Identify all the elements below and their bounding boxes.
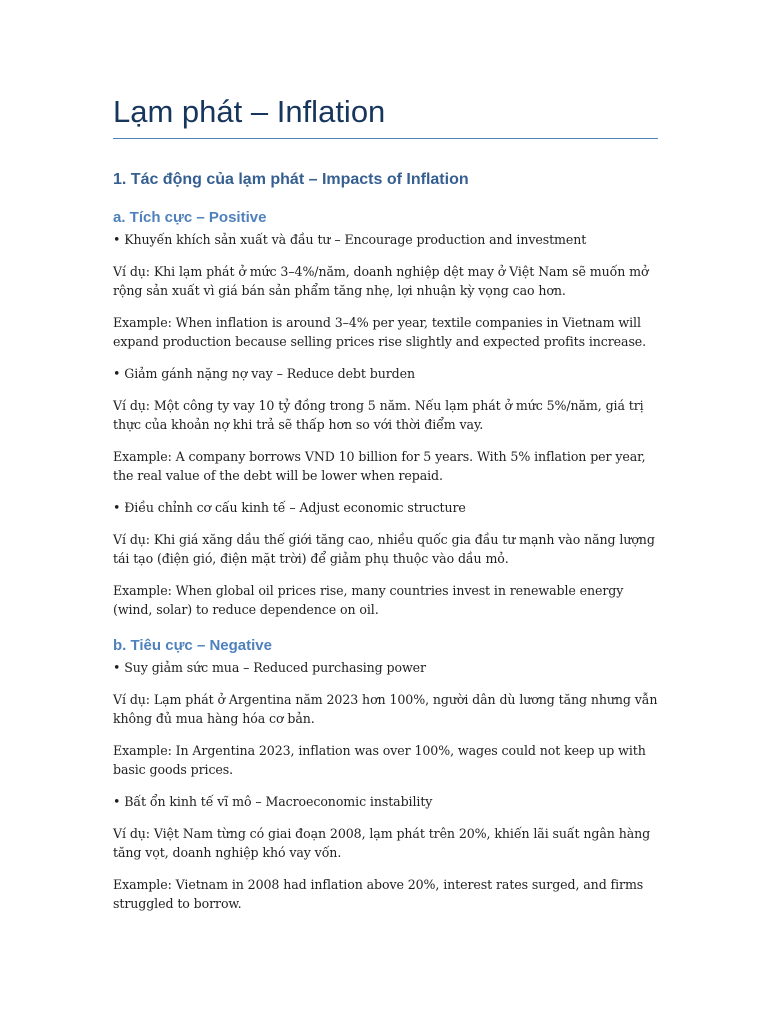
bullet-reduced-purchasing-power: • Suy giảm sức mua – Reduced purchasing power [113,660,426,675]
subheading-negative: b. Tiêu cực – Negative [113,637,272,654]
example-en: Example: When inflation is around 3–4% per year, textile companies in Vietnam will expand production because selling prices rise slightly and expected profits increase. [113,315,647,349]
document-content [113,94,658,913]
document-title: Lạm phát – Inflation [113,94,658,139]
bullet-macro-instability: • Bất ổn kinh tế vĩ mô – Macroeconomic instability [113,794,433,809]
example-en: Example: A company borrows VND 10 billion for 5 years. With 5% inflation per year, the real value of the debt will be lower when repaid. [113,449,646,483]
example-en: Example: Vietnam in 2008 had inflation above 20%, interest rates surged, and firms struggled to borrow. [113,877,644,911]
example-vi: Ví dụ: Khi giá xăng dầu thế giới tăng cao, nhiều quốc gia đầu tư mạnh vào năng lượng tái tạo (điện gió, điện mặt trời) để giảm phụ thuộc vào dầu mỏ. [113,532,655,566]
bullet-adjust-structure: • Điều chỉnh cơ cấu kinh tế – Adjust economic structure [113,500,466,515]
example-vi: Ví dụ: Một công ty vay 10 tỷ đồng trong 5 năm. Nếu lạm phát ở mức 5%/năm, giá trị thực của khoản nợ khi trả sẽ thấp hơn so với thời điểm vay. [113,398,644,432]
bullet-encourage-production: • Khuyến khích sản xuất và đầu tư – Encourage production and investment [113,232,587,247]
bullet-reduce-debt: • Giảm gánh nặng nợ vay – Reduce debt burden [113,366,415,381]
example-vi: Ví dụ: Việt Nam từng có giai đoạn 2008, lạm phát trên 20%, khiến lãi suất ngân hàng tăng vọt, doanh nghiệp khó vay vốn. [113,826,651,860]
subheading-positive: a. Tích cực – Positive [113,209,267,226]
example-en: Example: In Argentina 2023, inflation was over 100%, wages could not keep up with basic goods prices. [113,743,646,777]
section-heading-impacts: 1. Tác động của lạm phát – Impacts of Inflation [113,171,469,188]
example-vi: Ví dụ: Khi lạm phát ở mức 3–4%/năm, doanh nghiệp dệt may ở Việt Nam sẽ muốn mở rộng sản xuất vì giá bán sản phẩm tăng nhẹ, lợi nhuận kỳ vọng cao hơn. [113,264,649,298]
example-en: Example: When global oil prices rise, many countries invest in renewable energy (wind, solar) to reduce dependence on oil. [113,583,624,617]
example-vi: Ví dụ: Lạm phát ở Argentina năm 2023 hơn 100%, người dân dù lương tăng nhưng vẫn không đủ mua hàng hóa cơ bản. [113,692,658,726]
